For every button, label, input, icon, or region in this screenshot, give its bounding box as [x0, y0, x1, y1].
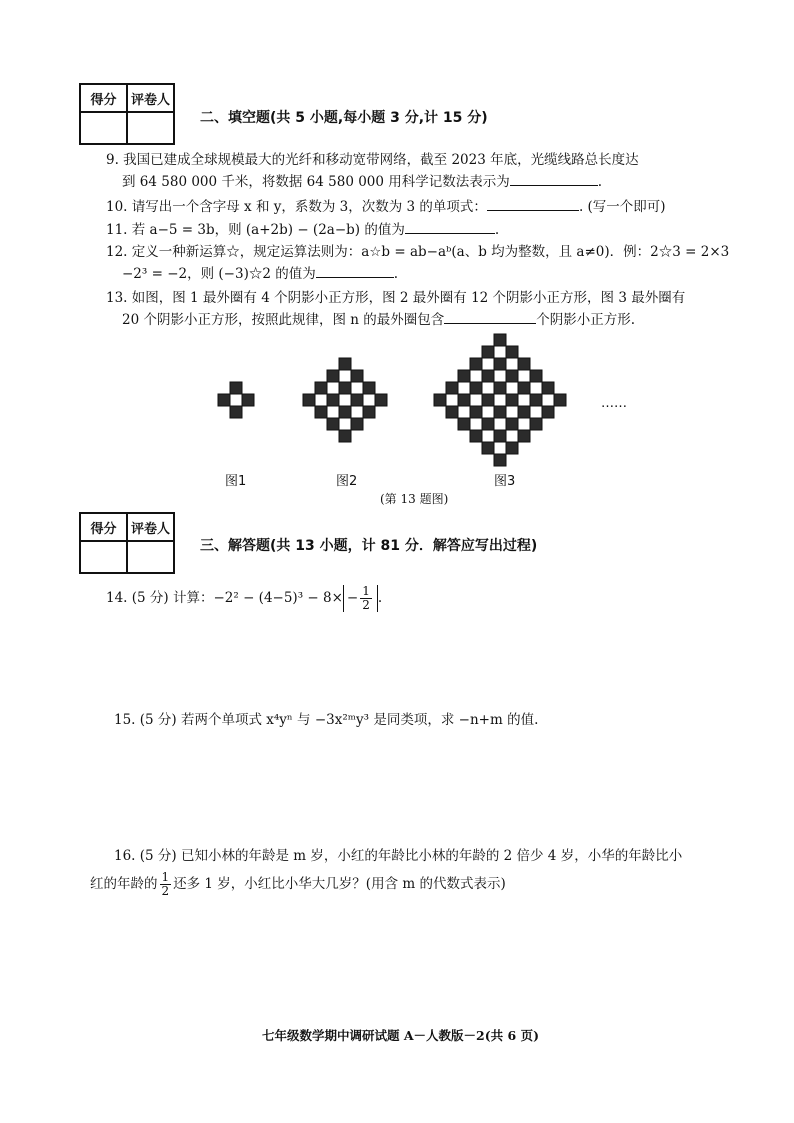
- shaded-square: [494, 358, 506, 370]
- question-10: [106, 196, 666, 218]
- q12-line1: 12. 定义一种新运算☆，规定运算法则为：a☆b = ab−aᵇ(a、b 均为整数，且 a≠0)．例：2☆3 = 2×3: [106, 244, 730, 260]
- shaded-square: [506, 346, 518, 358]
- shaded-square: [482, 418, 494, 430]
- white-square: [339, 370, 351, 382]
- q15-text: 15. (5 分) 若两个单项式 x⁴yⁿ 与 −3x²ᵐy³ 是同类项，求 −n+m 的值.: [114, 712, 539, 728]
- score-label: 得分: [80, 84, 127, 112]
- shaded-square: [530, 370, 542, 382]
- white-square: [482, 382, 494, 394]
- shaded-square: [458, 418, 470, 430]
- score-table-section3: [79, 512, 175, 574]
- section3-title: 三、解答题(共 13 小题，计 81 分．解答应写出过程): [200, 538, 538, 554]
- q10-answer-blank[interactable]: [487, 196, 579, 211]
- shaded-square: [494, 382, 506, 394]
- shaded-square: [327, 370, 339, 382]
- white-square: [530, 382, 542, 394]
- shaded-square: [506, 394, 518, 406]
- white-square: [482, 406, 494, 418]
- ellipsis: ……: [601, 396, 627, 411]
- q14-prefix: 14. (5 分) 计算：−2² − (4−5)³ − 8×: [106, 590, 343, 606]
- shaded-square: [470, 358, 482, 370]
- q16-line2a: 红的年龄的: [90, 876, 158, 892]
- question-11: [106, 219, 499, 241]
- shaded-square: [303, 394, 315, 406]
- q12-line2: −2³ = −2，则 (−3)☆2 的值为: [122, 266, 316, 282]
- white-square: [351, 406, 363, 418]
- fraction-numerator: 1: [161, 870, 170, 884]
- white-square: [494, 346, 506, 358]
- shaded-square: [542, 382, 554, 394]
- white-square: [446, 394, 458, 406]
- shaded-square: [518, 430, 530, 442]
- white-square: [470, 394, 482, 406]
- shaded-square: [554, 394, 566, 406]
- shaded-square: [518, 358, 530, 370]
- shaded-square: [494, 406, 506, 418]
- shaded-square: [506, 418, 518, 430]
- shaded-square: [327, 418, 339, 430]
- white-square: [542, 394, 554, 406]
- q16-line2b: 还多 1 岁，小红比小华大几岁？(用含 m 的代数式表示): [173, 876, 506, 892]
- white-square: [506, 430, 518, 442]
- white-square: [506, 358, 518, 370]
- shaded-square: [230, 406, 242, 418]
- white-square: [518, 418, 530, 430]
- shaded-square: [327, 394, 339, 406]
- section2-title: 二、填空题(共 5 小题,每小题 3 分,计 15 分): [200, 110, 488, 126]
- q11-end: .: [494, 222, 500, 238]
- shaded-square: [446, 406, 458, 418]
- white-square: [230, 394, 242, 406]
- shaded-square: [482, 442, 494, 454]
- q9-end: .: [597, 174, 603, 190]
- q13-figures: [0, 320, 794, 490]
- score-cell[interactable]: [80, 541, 127, 573]
- q13-line1: 13. 如图，图 1 最外圈有 4 个阴影小正方形，图 2 最外圈有 12 个阴影小正方形，图 3 最外圈有: [106, 290, 686, 306]
- white-square: [494, 418, 506, 430]
- q13-line2a: 20 个阴影小正方形，按照此规律，图 n 的最外圈包含: [122, 312, 445, 328]
- white-square: [494, 442, 506, 454]
- shaded-square: [530, 418, 542, 430]
- shaded-square: [518, 382, 530, 394]
- q11-text: 11. 若 a−5 = 3b，则 (a+2b) − (2a−b) 的值为: [106, 222, 405, 238]
- shaded-square: [470, 382, 482, 394]
- white-square: [494, 394, 506, 406]
- figure-caption: (第 13 题图): [380, 492, 449, 506]
- shaded-square: [542, 406, 554, 418]
- grader-cell[interactable]: [127, 112, 174, 144]
- fraction-half: [360, 585, 372, 612]
- white-square: [327, 406, 339, 418]
- shaded-square: [482, 394, 494, 406]
- q10-end: . (写一个即可): [578, 199, 666, 215]
- shaded-square: [351, 370, 363, 382]
- figure-3: [434, 334, 566, 466]
- q16-line1: 16. (5 分) 已知小林的年龄是 m 岁，小红的年龄比小林的年龄的 2 倍少 4 岁，小华的年龄比小: [114, 848, 683, 864]
- shaded-square: [363, 382, 375, 394]
- shaded-square: [339, 358, 351, 370]
- score-label: 得分: [80, 513, 127, 541]
- q9-answer-blank[interactable]: [510, 171, 598, 186]
- white-square: [518, 370, 530, 382]
- question-14: [106, 585, 382, 612]
- white-square: [363, 394, 375, 406]
- shaded-square: [494, 430, 506, 442]
- fraction-denominator: 2: [161, 884, 170, 898]
- shaded-square: [351, 418, 363, 430]
- page-footer: 七年级数学期中调研试题 A－人教版－2(共 6 页): [262, 1028, 539, 1043]
- question-9: [106, 150, 639, 193]
- score-cell[interactable]: [80, 112, 127, 144]
- q14-end: .: [377, 590, 383, 606]
- white-square: [351, 382, 363, 394]
- figure-2: [303, 358, 387, 442]
- white-square: [470, 370, 482, 382]
- white-square: [458, 406, 470, 418]
- shaded-square: [530, 394, 542, 406]
- shaded-square: [458, 394, 470, 406]
- q10-text: 10. 请写出一个含字母 x 和 y，系数为 3，次数为 3 的单项式：: [106, 199, 487, 215]
- shaded-square: [506, 442, 518, 454]
- shaded-square: [339, 430, 351, 442]
- shaded-square: [339, 406, 351, 418]
- white-square: [339, 394, 351, 406]
- shaded-square: [470, 406, 482, 418]
- q12-answer-blank[interactable]: [316, 263, 394, 278]
- white-square: [506, 382, 518, 394]
- shaded-square: [494, 454, 506, 466]
- q9-line2: 到 64 580 000 千米，将数据 64 580 000 用科学记数法表示为: [122, 174, 510, 190]
- shaded-square: [482, 346, 494, 358]
- white-square: [458, 382, 470, 394]
- white-square: [518, 394, 530, 406]
- shaded-square: [242, 394, 254, 406]
- shaded-square: [470, 430, 482, 442]
- shaded-square: [446, 382, 458, 394]
- figure-3-label: 图3: [494, 474, 516, 489]
- fraction-half: [160, 871, 172, 898]
- grader-label: 评卷人: [127, 84, 174, 112]
- white-square: [530, 406, 542, 418]
- figure-2-label: 图2: [336, 474, 358, 489]
- shaded-square: [375, 394, 387, 406]
- shaded-square: [315, 406, 327, 418]
- question-16: [90, 846, 683, 898]
- grader-cell[interactable]: [127, 541, 174, 573]
- white-square: [470, 418, 482, 430]
- white-square: [506, 406, 518, 418]
- shaded-square: [230, 382, 242, 394]
- shaded-square: [482, 370, 494, 382]
- figure-1: [218, 382, 254, 418]
- shaded-square: [494, 334, 506, 346]
- white-square: [315, 394, 327, 406]
- question-12: [106, 242, 729, 285]
- grader-label: 评卷人: [127, 513, 174, 541]
- q9-line1: 9. 我国已建成全球规模最大的光纤和移动宽带网络，截至 2023 年底，光缆线路总长度达: [106, 152, 639, 168]
- q11-answer-blank[interactable]: [405, 219, 495, 234]
- white-square: [494, 370, 506, 382]
- score-table-section2: [79, 83, 175, 145]
- white-square: [339, 418, 351, 430]
- fraction-denominator: 2: [362, 598, 370, 612]
- shaded-square: [315, 382, 327, 394]
- shaded-square: [434, 394, 446, 406]
- figure-1-label: 图1: [225, 474, 247, 489]
- shaded-square: [458, 370, 470, 382]
- absolute-value: [343, 585, 378, 612]
- fraction-numerator: 1: [362, 584, 370, 598]
- shaded-square: [518, 406, 530, 418]
- q12-end: .: [393, 266, 399, 282]
- q13-line2b: 个阴影小正方形.: [536, 312, 636, 328]
- shaded-square: [506, 370, 518, 382]
- q14-minus: −: [346, 590, 359, 606]
- white-square: [327, 382, 339, 394]
- shaded-square: [218, 394, 230, 406]
- question-15: [114, 710, 538, 731]
- white-square: [482, 358, 494, 370]
- shaded-square: [339, 382, 351, 394]
- shaded-square: [351, 394, 363, 406]
- white-square: [482, 430, 494, 442]
- shaded-square: [363, 406, 375, 418]
